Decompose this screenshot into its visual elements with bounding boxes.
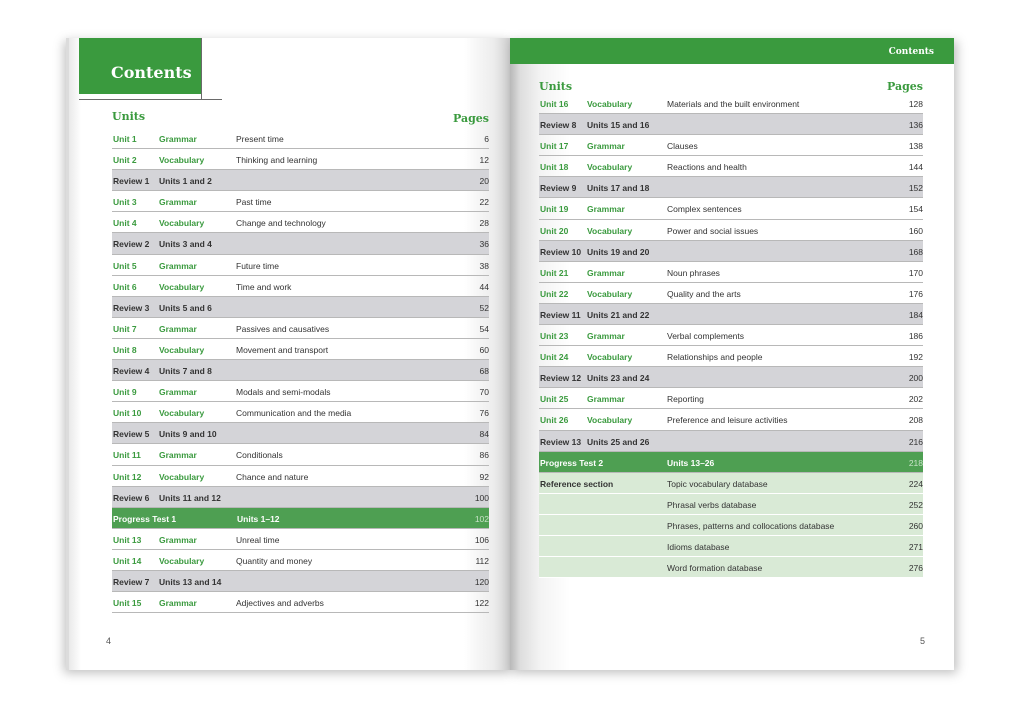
cell-c1: Unit 17 [540, 141, 569, 152]
cell-page: 144 [908, 162, 923, 173]
table-row [539, 388, 923, 409]
cell-c3: Change and technology [236, 218, 326, 229]
cell-c3: Topic vocabulary database [667, 478, 768, 489]
cell-c1: Review 9 [540, 183, 577, 194]
review-row [112, 233, 489, 254]
cell-c3: Modals and semi-modals [236, 387, 331, 398]
cell-c3: Noun phrases [667, 267, 720, 278]
table-row [112, 550, 489, 571]
cell-c2: Units 15 and 16 [587, 120, 650, 131]
cell-c2: Grammar [159, 197, 197, 208]
cell-c2: Vocabulary [587, 225, 633, 236]
cell-c2: Units 7 and 8 [159, 366, 212, 377]
table-row [539, 135, 923, 156]
cell-c2: Vocabulary [159, 555, 205, 566]
table-row [112, 128, 489, 149]
cell-page: 22 [479, 197, 489, 208]
cell-page: 184 [908, 309, 923, 320]
cell-page: 186 [908, 331, 923, 342]
cell-c3: Verbal complements [667, 331, 745, 342]
cell-c2: Vocabulary [587, 162, 633, 173]
table-row [539, 346, 923, 367]
cell-page: 176 [908, 288, 923, 299]
cell-c2: Grammar [159, 534, 197, 545]
cell-page: 68 [479, 366, 489, 377]
cell-c3: Phrasal verbs database [667, 499, 757, 510]
cell-c1: Unit 9 [113, 387, 137, 398]
table-row [112, 255, 489, 276]
contents-title-box [79, 38, 201, 94]
cell-page: 271 [908, 541, 923, 552]
cell-page: 154 [908, 204, 923, 215]
cell-c2: Grammar [587, 331, 625, 342]
cell-c2: Grammar [159, 134, 197, 144]
cell-c1: Review 13 [540, 436, 582, 447]
cell-page: 260 [908, 520, 923, 531]
cell-page: 216 [908, 436, 923, 447]
cell-page: 168 [908, 246, 923, 257]
cell-c1: Unit 8 [113, 344, 137, 355]
cell-c1: Unit 14 [113, 555, 142, 566]
cell-c1: Unit 1 [113, 134, 137, 144]
cell-page: 192 [908, 352, 923, 363]
cell-page: 12 [479, 155, 489, 166]
cell-c3: Passives and causatives [236, 323, 330, 334]
cell-page: 84 [479, 429, 489, 440]
header-band [510, 38, 954, 64]
table-row [112, 191, 489, 212]
cell-page: 224 [908, 478, 923, 489]
cell-c2: Units 13 and 14 [159, 576, 222, 587]
cell-c1: Unit 26 [540, 415, 569, 426]
review-row [112, 423, 489, 444]
cell-c1: Review 8 [540, 120, 577, 131]
cell-c1: Review 5 [113, 429, 150, 440]
table-row [539, 93, 923, 114]
cell-c1: Unit 18 [540, 162, 569, 173]
review-row [112, 170, 489, 191]
review-row [539, 241, 923, 262]
right-page [510, 38, 954, 670]
cell-c2: Vocabulary [159, 281, 205, 292]
cell-page: 276 [908, 563, 923, 574]
cell-c1: Review 4 [113, 366, 150, 377]
cell-c3: Materials and the built environment [667, 99, 800, 109]
cell-page: 170 [908, 267, 923, 278]
cell-page: 218 [908, 457, 923, 468]
cell-page: 200 [908, 373, 923, 384]
cell-c2: Vocabulary [587, 415, 633, 426]
review-row [112, 487, 489, 508]
cell-c1: Unit 25 [540, 394, 569, 405]
cell-c3: Reporting [667, 394, 704, 405]
cell-c1: Unit 11 [113, 450, 141, 461]
progress-row [112, 508, 489, 529]
cell-c2: Vocabulary [159, 218, 205, 229]
cell-c3: Phrases, patterns and collocations database [667, 520, 835, 531]
contents-table-right [539, 93, 923, 578]
cell-c1: Unit 10 [113, 408, 142, 419]
table-row [112, 212, 489, 233]
table-row [539, 198, 923, 219]
cell-c2: Units 23 and 24 [587, 373, 650, 384]
table-row [112, 529, 489, 550]
cell-page: 20 [479, 176, 489, 187]
cell-c2: Grammar [159, 387, 197, 398]
cell-c3: Quantity and money [236, 555, 313, 566]
review-row [539, 431, 923, 452]
cell-c3: Power and social issues [667, 225, 759, 236]
cell-c1: Unit 15 [113, 598, 142, 609]
cell-page: 52 [479, 302, 489, 313]
ref-row [539, 515, 923, 536]
cell-c3: Reactions and health [667, 162, 747, 173]
cell-page: 92 [479, 471, 489, 482]
table-row [112, 444, 489, 465]
cell-c3: Chance and nature [236, 471, 309, 482]
review-row [539, 367, 923, 388]
cell-c3: Idioms database [667, 541, 730, 552]
cell-c1: Progress Test 2 [540, 457, 604, 468]
cell-page: 252 [908, 499, 923, 510]
cell-c3: Unreal time [236, 534, 280, 545]
table-row [112, 149, 489, 170]
ref-row [539, 494, 923, 515]
cell-page: 106 [474, 534, 489, 545]
review-row [539, 304, 923, 325]
cell-c2: Units 11 and 12 [159, 492, 221, 503]
cell-c2: Units 21 and 22 [587, 309, 650, 320]
cell-c1: Unit 23 [540, 331, 569, 342]
cell-c2: Grammar [159, 323, 197, 334]
review-row [112, 297, 489, 318]
cell-c2: Units 5 and 6 [159, 302, 212, 313]
cell-page: 202 [908, 394, 923, 405]
cell-c2: Vocabulary [587, 288, 633, 299]
table-row [112, 381, 489, 402]
units-header: Units [539, 80, 573, 93]
cell-c3: Communication and the media [236, 408, 352, 419]
cell-c3: Relationships and people [667, 352, 763, 363]
cell-c2: Grammar [587, 267, 625, 278]
cell-page: 138 [908, 141, 923, 152]
cell-page: 122 [474, 598, 489, 609]
cell-c1: Unit 5 [113, 260, 137, 271]
pages-header: Pages [453, 112, 489, 125]
contents-table-left [112, 128, 489, 613]
cell-c1: Unit 22 [540, 288, 569, 299]
ref-row [539, 557, 923, 578]
table-row [539, 220, 923, 241]
table-row [112, 276, 489, 297]
page-number: 5 [919, 636, 925, 646]
cell-page: 120 [474, 576, 489, 587]
cell-c1: Review 12 [540, 373, 582, 384]
table-row [112, 592, 489, 613]
cell-c2: Units 13–26 [667, 457, 715, 468]
cell-c2: Grammar [159, 260, 197, 271]
cell-c2: Units 9 and 10 [159, 429, 217, 440]
cell-c1: Review 10 [540, 246, 582, 257]
cell-c2: Units 1–12 [237, 513, 280, 524]
page-number: 4 [106, 636, 112, 646]
cell-c1: Unit 19 [540, 204, 569, 215]
cell-c1: Unit 13 [113, 534, 142, 545]
cell-page: 136 [908, 120, 923, 131]
cell-page: 112 [475, 555, 489, 566]
table-row [539, 262, 923, 283]
cell-page: 54 [479, 323, 489, 334]
table-row [112, 339, 489, 360]
cell-c3: Movement and transport [236, 344, 329, 355]
cell-c3: Future time [236, 260, 279, 271]
cell-c1: Unit 2 [113, 155, 137, 166]
cell-page: 36 [479, 239, 489, 250]
table-row [539, 283, 923, 304]
cell-c3: Adjectives and adverbs [236, 598, 324, 609]
title-rule-vertical [201, 38, 202, 100]
cell-c2: Units 25 and 26 [587, 436, 650, 447]
cell-c2: Grammar [587, 394, 625, 405]
cell-c1: Unit 21 [540, 267, 569, 278]
cell-c3: Quality and the arts [667, 288, 741, 299]
cell-page: 208 [908, 415, 923, 426]
cell-page: 86 [479, 450, 489, 461]
review-row [112, 571, 489, 592]
cell-c2: Vocabulary [159, 155, 205, 166]
cell-c2: Grammar [587, 141, 625, 152]
review-row [112, 360, 489, 381]
ref-row [539, 536, 923, 557]
cell-c1: Unit 4 [113, 218, 137, 229]
units-header: Units [112, 110, 146, 123]
cell-c2: Grammar [159, 450, 197, 461]
cell-page: 102 [474, 513, 489, 524]
review-row [539, 177, 923, 198]
cell-page: 128 [908, 99, 923, 109]
cell-c2: Units 1 and 2 [159, 176, 212, 187]
table-row [539, 325, 923, 346]
progress-row [539, 452, 923, 473]
cell-c1: Review 1 [113, 176, 150, 187]
page-title: Contents [111, 63, 192, 82]
cell-c1: Review 6 [113, 492, 150, 503]
cell-c2: Grammar [159, 598, 197, 609]
cell-c3: Word formation database [667, 563, 763, 574]
cell-c2: Vocabulary [159, 408, 205, 419]
cell-page: 60 [479, 344, 489, 355]
left-page [66, 38, 513, 670]
cell-c2: Units 17 and 18 [587, 183, 650, 194]
cell-c1: Review 7 [113, 576, 150, 587]
cell-c3: Present time [236, 134, 284, 144]
cell-c2: Vocabulary [587, 352, 633, 363]
cell-c3: Clauses [667, 141, 698, 152]
table-row [112, 402, 489, 423]
cell-c1: Review 11 [540, 309, 581, 320]
cell-c1: Unit 3 [113, 197, 137, 208]
cell-c3: Complex sentences [667, 204, 742, 215]
band-title: Contents [888, 47, 934, 57]
cell-page: 70 [479, 387, 489, 398]
table-row [539, 156, 923, 177]
pages-header: Pages [887, 80, 923, 93]
cell-page: 152 [908, 183, 923, 194]
cell-c1: Unit 12 [113, 471, 142, 482]
cell-c3: Preference and leisure activities [667, 415, 788, 426]
cell-c1: Unit 20 [540, 225, 569, 236]
cell-c2: Units 3 and 4 [159, 239, 212, 250]
ref-row [539, 473, 923, 494]
cell-c1: Unit 6 [113, 281, 137, 292]
cell-page: 38 [479, 260, 489, 271]
table-row [112, 466, 489, 487]
cell-c2: Vocabulary [159, 344, 205, 355]
cell-page: 6 [484, 134, 489, 144]
cell-c3: Thinking and learning [236, 155, 318, 166]
cell-c2: Units 19 and 20 [587, 246, 650, 257]
cell-page: 76 [479, 408, 489, 419]
cell-c1: Progress Test 1 [113, 513, 177, 524]
cell-c1: Unit 16 [540, 99, 569, 109]
cell-c1: Review 2 [113, 239, 150, 250]
table-row [112, 318, 489, 339]
cell-c1: Unit 7 [113, 323, 137, 334]
review-row [539, 114, 923, 135]
cell-c1: Reference section [540, 478, 614, 489]
cell-c3: Time and work [236, 281, 292, 292]
cell-page: 160 [908, 225, 923, 236]
cell-c2: Grammar [587, 204, 625, 215]
cell-c1: Review 3 [113, 302, 150, 313]
cell-c3: Conditionals [236, 450, 283, 461]
cell-c2: Vocabulary [587, 99, 633, 109]
cell-c1: Unit 24 [540, 352, 569, 363]
cell-page: 44 [479, 281, 489, 292]
cell-page: 28 [479, 218, 489, 229]
cell-c2: Vocabulary [159, 471, 205, 482]
table-row [539, 409, 923, 430]
cell-page: 100 [474, 492, 489, 503]
cell-c3: Past time [236, 197, 272, 208]
